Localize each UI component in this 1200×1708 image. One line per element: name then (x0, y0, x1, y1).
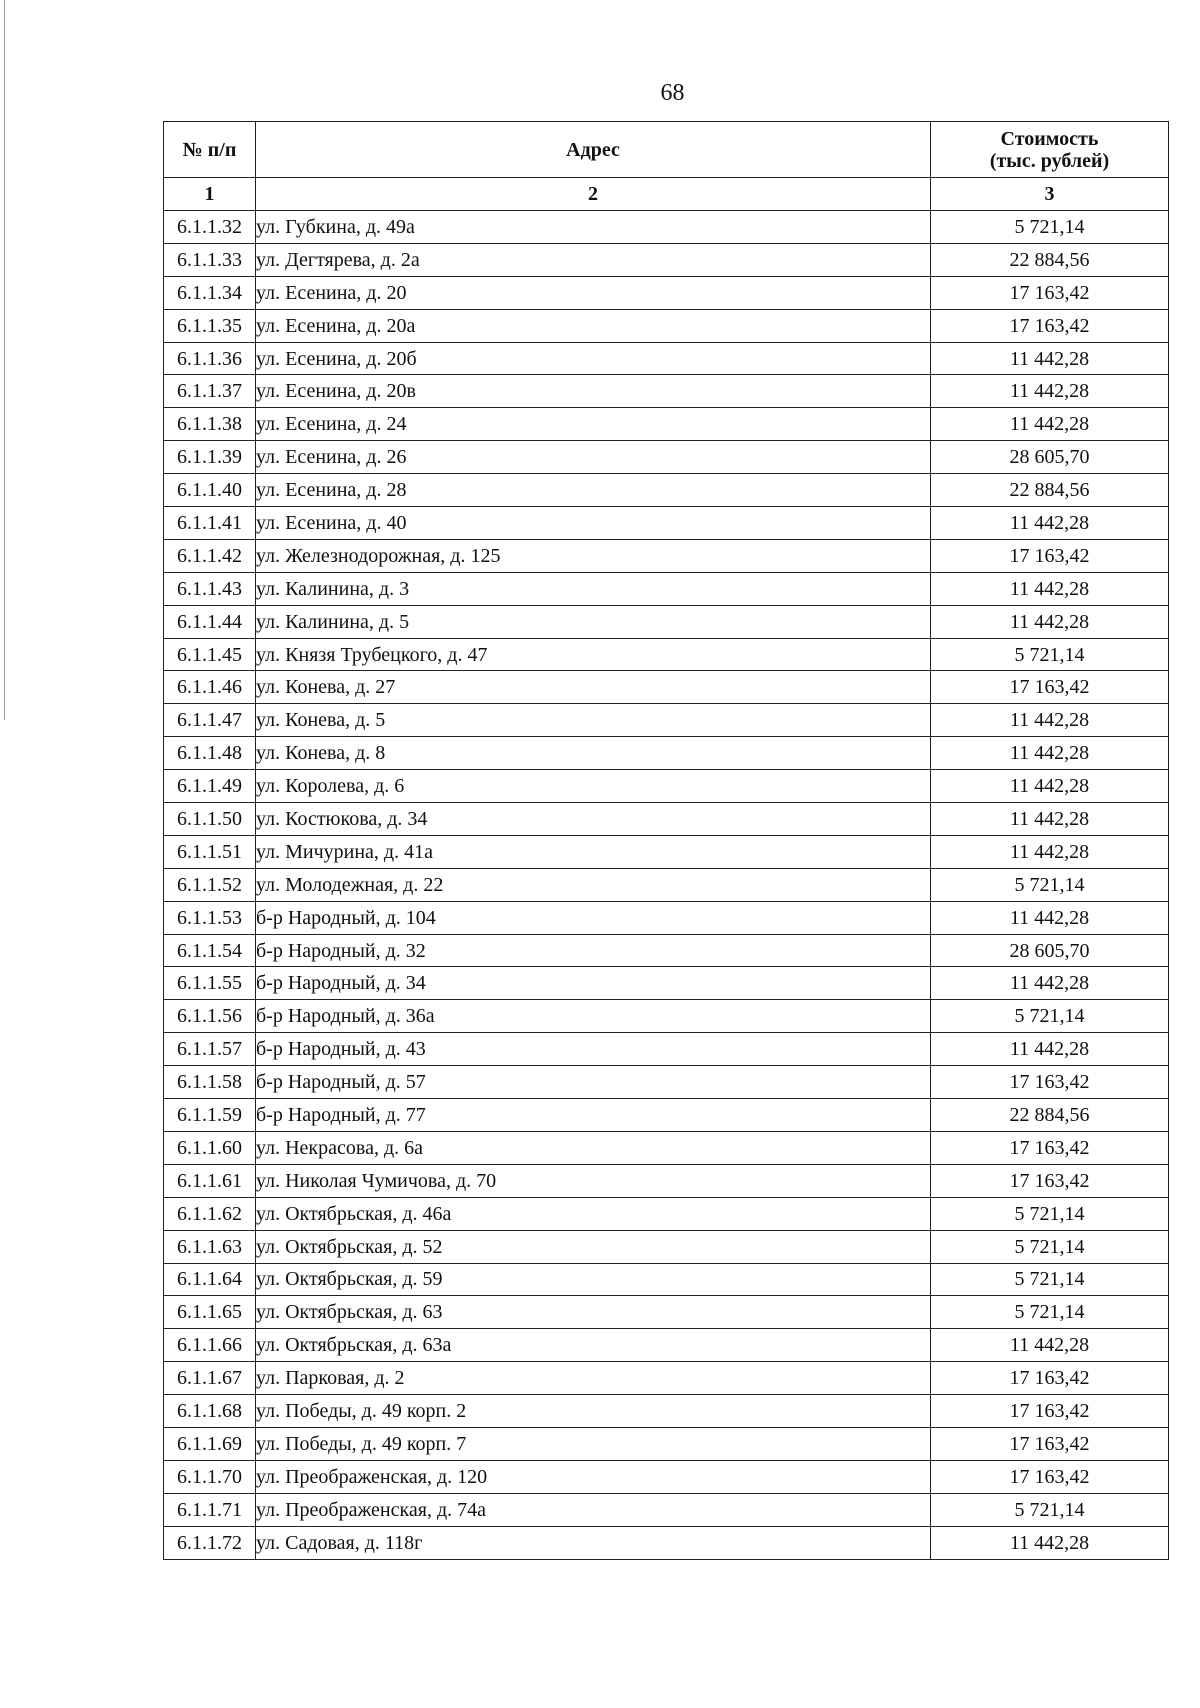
table-row (164, 441, 1169, 474)
row-number-cell: 6.1.1.65 (164, 1296, 256, 1329)
cost-cell: 11 442,28 (931, 901, 1169, 934)
cost-cell: 5 721,14 (931, 1230, 1169, 1263)
table-row (164, 1427, 1169, 1460)
row-number-cell: 6.1.1.66 (164, 1329, 256, 1362)
row-number-cell: 6.1.1.72 (164, 1526, 256, 1559)
row-number-cell: 6.1.1.55 (164, 967, 256, 1000)
address-cell: ул. Есенина, д. 28 (256, 474, 931, 507)
row-number-cell: 6.1.1.68 (164, 1395, 256, 1428)
cost-cell: 17 163,42 (931, 1427, 1169, 1460)
address-cell: ул. Костюкова, д. 34 (256, 803, 931, 836)
table-row (164, 934, 1169, 967)
cost-cell: 11 442,28 (931, 835, 1169, 868)
table-row (164, 507, 1169, 540)
table-row (164, 1033, 1169, 1066)
cost-cell: 11 442,28 (931, 408, 1169, 441)
row-number-cell: 6.1.1.69 (164, 1427, 256, 1460)
row-number-cell: 6.1.1.40 (164, 474, 256, 507)
table-row (164, 770, 1169, 803)
cost-cell: 11 442,28 (931, 375, 1169, 408)
table-row (164, 539, 1169, 572)
cost-cell: 28 605,70 (931, 441, 1169, 474)
cost-cell: 22 884,56 (931, 474, 1169, 507)
column-number-row (164, 178, 1169, 211)
table-row (164, 1197, 1169, 1230)
cost-cell: 17 163,42 (931, 309, 1169, 342)
cost-cell: 17 163,42 (931, 276, 1169, 309)
table-row (164, 835, 1169, 868)
table-row (164, 1362, 1169, 1395)
table-row (164, 1066, 1169, 1099)
row-number-cell: 6.1.1.41 (164, 507, 256, 540)
table-body (164, 211, 1169, 1560)
table-row (164, 1526, 1169, 1559)
address-cell: ул. Мичурина, д. 41а (256, 835, 931, 868)
table-row (164, 1000, 1169, 1033)
table-row (164, 474, 1169, 507)
cost-cell: 5 721,14 (931, 211, 1169, 244)
address-cell: ул. Есенина, д. 24 (256, 408, 931, 441)
table-row (164, 211, 1169, 244)
table-row (164, 605, 1169, 638)
row-number-cell: 6.1.1.56 (164, 1000, 256, 1033)
row-number-cell: 6.1.1.36 (164, 342, 256, 375)
table-row (164, 1395, 1169, 1428)
cost-cell: 22 884,56 (931, 1099, 1169, 1132)
address-cell: ул. Есенина, д. 26 (256, 441, 931, 474)
address-cell: ул. Губкина, д. 49а (256, 211, 931, 244)
row-number-cell: 6.1.1.60 (164, 1131, 256, 1164)
address-cell: ул. Преображенская, д. 120 (256, 1460, 931, 1493)
cost-cell: 11 442,28 (931, 770, 1169, 803)
row-number-cell: 6.1.1.45 (164, 638, 256, 671)
address-cell: ул. Есенина, д. 20б (256, 342, 931, 375)
address-cell: ул. Молодежная, д. 22 (256, 868, 931, 901)
address-cell: б-р Народный, д. 77 (256, 1099, 931, 1132)
header-cost: Стоимость (тыс. рублей) (931, 122, 1169, 178)
row-number-cell: 6.1.1.51 (164, 835, 256, 868)
cost-cell: 17 163,42 (931, 1460, 1169, 1493)
row-number-cell: 6.1.1.43 (164, 572, 256, 605)
row-number-cell: 6.1.1.52 (164, 868, 256, 901)
row-number-cell: 6.1.1.57 (164, 1033, 256, 1066)
cost-cell: 11 442,28 (931, 507, 1169, 540)
cost-cell: 5 721,14 (931, 1000, 1169, 1033)
cost-cell: 11 442,28 (931, 1033, 1169, 1066)
address-cell: ул. Октябрьская, д. 46а (256, 1197, 931, 1230)
address-cell: б-р Народный, д. 57 (256, 1066, 931, 1099)
address-cell: ул. Железнодорожная, д. 125 (256, 539, 931, 572)
address-cell: ул. Конева, д. 5 (256, 704, 931, 737)
cost-cell: 11 442,28 (931, 342, 1169, 375)
cost-cell: 11 442,28 (931, 737, 1169, 770)
table-row (164, 868, 1169, 901)
header-address: Адрес (256, 122, 931, 178)
row-number-cell: 6.1.1.58 (164, 1066, 256, 1099)
address-cell: ул. Калинина, д. 5 (256, 605, 931, 638)
table-row (164, 737, 1169, 770)
address-cell: ул. Победы, д. 49 корп. 7 (256, 1427, 931, 1460)
cost-cell: 17 163,42 (931, 1395, 1169, 1428)
address-cell: ул. Октябрьская, д. 52 (256, 1230, 931, 1263)
page-number: 68 (660, 80, 685, 106)
cost-cell: 5 721,14 (931, 1197, 1169, 1230)
row-number-cell: 6.1.1.71 (164, 1493, 256, 1526)
cost-cell: 11 442,28 (931, 803, 1169, 836)
row-number-cell: 6.1.1.61 (164, 1164, 256, 1197)
cost-table (163, 121, 1169, 1560)
row-number-cell: 6.1.1.50 (164, 803, 256, 836)
cost-cell: 17 163,42 (931, 539, 1169, 572)
cost-cell: 5 721,14 (931, 1493, 1169, 1526)
table-row (164, 1296, 1169, 1329)
table-row (164, 408, 1169, 441)
address-cell: ул. Конева, д. 8 (256, 737, 931, 770)
row-number-cell: 6.1.1.48 (164, 737, 256, 770)
row-number-cell: 6.1.1.32 (164, 211, 256, 244)
cost-cell: 17 163,42 (931, 1066, 1169, 1099)
address-cell: ул. Некрасова, д. 6а (256, 1131, 931, 1164)
cost-cell: 22 884,56 (931, 243, 1169, 276)
row-number-cell: 6.1.1.38 (164, 408, 256, 441)
table-row (164, 309, 1169, 342)
row-number-cell: 6.1.1.37 (164, 375, 256, 408)
table-row (164, 1131, 1169, 1164)
cost-cell: 5 721,14 (931, 868, 1169, 901)
cost-cell: 11 442,28 (931, 572, 1169, 605)
table-row (164, 1329, 1169, 1362)
table-row (164, 572, 1169, 605)
table-row (164, 375, 1169, 408)
address-cell: ул. Королева, д. 6 (256, 770, 931, 803)
table-row (164, 276, 1169, 309)
table-row (164, 1460, 1169, 1493)
address-cell: б-р Народный, д. 32 (256, 934, 931, 967)
table-row (164, 1493, 1169, 1526)
address-cell: ул. Октябрьская, д. 59 (256, 1263, 931, 1296)
address-cell: б-р Народный, д. 104 (256, 901, 931, 934)
address-cell: ул. Есенина, д. 20в (256, 375, 931, 408)
table-row (164, 1263, 1169, 1296)
table-row (164, 638, 1169, 671)
column-number-2: 2 (256, 178, 931, 211)
scan-edge-line (4, 0, 5, 720)
table-header-row (164, 122, 1169, 178)
row-number-cell: 6.1.1.49 (164, 770, 256, 803)
address-cell: ул. Николая Чумичова, д. 70 (256, 1164, 931, 1197)
row-number-cell: 6.1.1.42 (164, 539, 256, 572)
cost-cell: 11 442,28 (931, 1329, 1169, 1362)
table-row (164, 1164, 1169, 1197)
table-row (164, 243, 1169, 276)
column-number-1: 1 (164, 178, 256, 211)
table-row (164, 1099, 1169, 1132)
row-number-cell: 6.1.1.47 (164, 704, 256, 737)
table-row (164, 704, 1169, 737)
cost-cell: 5 721,14 (931, 638, 1169, 671)
row-number-cell: 6.1.1.62 (164, 1197, 256, 1230)
row-number-cell: 6.1.1.35 (164, 309, 256, 342)
cost-cell: 11 442,28 (931, 704, 1169, 737)
table-row (164, 1230, 1169, 1263)
row-number-cell: 6.1.1.54 (164, 934, 256, 967)
column-number-3: 3 (931, 178, 1169, 211)
cost-cell: 11 442,28 (931, 967, 1169, 1000)
cost-cell: 11 442,28 (931, 605, 1169, 638)
cost-cell: 5 721,14 (931, 1296, 1169, 1329)
address-cell: ул. Дегтярева, д. 2а (256, 243, 931, 276)
row-number-cell: 6.1.1.46 (164, 671, 256, 704)
address-cell: ул. Конева, д. 27 (256, 671, 931, 704)
cost-cell: 17 163,42 (931, 1362, 1169, 1395)
cost-cell: 17 163,42 (931, 1164, 1169, 1197)
address-cell: б-р Народный, д. 43 (256, 1033, 931, 1066)
address-cell: ул. Преображенская, д. 74а (256, 1493, 931, 1526)
table-row (164, 342, 1169, 375)
table-row (164, 901, 1169, 934)
row-number-cell: 6.1.1.63 (164, 1230, 256, 1263)
row-number-cell: 6.1.1.34 (164, 276, 256, 309)
table-row (164, 803, 1169, 836)
address-cell: б-р Народный, д. 34 (256, 967, 931, 1000)
row-number-cell: 6.1.1.59 (164, 1099, 256, 1132)
cost-cell: 17 163,42 (931, 671, 1169, 704)
row-number-cell: 6.1.1.70 (164, 1460, 256, 1493)
row-number-cell: 6.1.1.67 (164, 1362, 256, 1395)
address-cell: ул. Октябрьская, д. 63 (256, 1296, 931, 1329)
table-row (164, 967, 1169, 1000)
address-cell: ул. Садовая, д. 118г (256, 1526, 931, 1559)
cost-cell: 5 721,14 (931, 1263, 1169, 1296)
cost-cell: 17 163,42 (931, 1131, 1169, 1164)
cost-cell: 28 605,70 (931, 934, 1169, 967)
address-cell: ул. Есенина, д. 40 (256, 507, 931, 540)
row-number-cell: 6.1.1.44 (164, 605, 256, 638)
address-cell: ул. Парковая, д. 2 (256, 1362, 931, 1395)
address-cell: ул. Князя Трубецкого, д. 47 (256, 638, 931, 671)
address-cell: б-р Народный, д. 36а (256, 1000, 931, 1033)
address-cell: ул. Октябрьская, д. 63а (256, 1329, 931, 1362)
row-number-cell: 6.1.1.64 (164, 1263, 256, 1296)
address-cell: ул. Калинина, д. 3 (256, 572, 931, 605)
cost-cell: 11 442,28 (931, 1526, 1169, 1559)
address-cell: ул. Есенина, д. 20а (256, 309, 931, 342)
row-number-cell: 6.1.1.39 (164, 441, 256, 474)
header-number: № п/п (164, 122, 256, 178)
table-row (164, 671, 1169, 704)
row-number-cell: 6.1.1.53 (164, 901, 256, 934)
address-cell: ул. Есенина, д. 20 (256, 276, 931, 309)
address-cell: ул. Победы, д. 49 корп. 2 (256, 1395, 931, 1428)
row-number-cell: 6.1.1.33 (164, 243, 256, 276)
